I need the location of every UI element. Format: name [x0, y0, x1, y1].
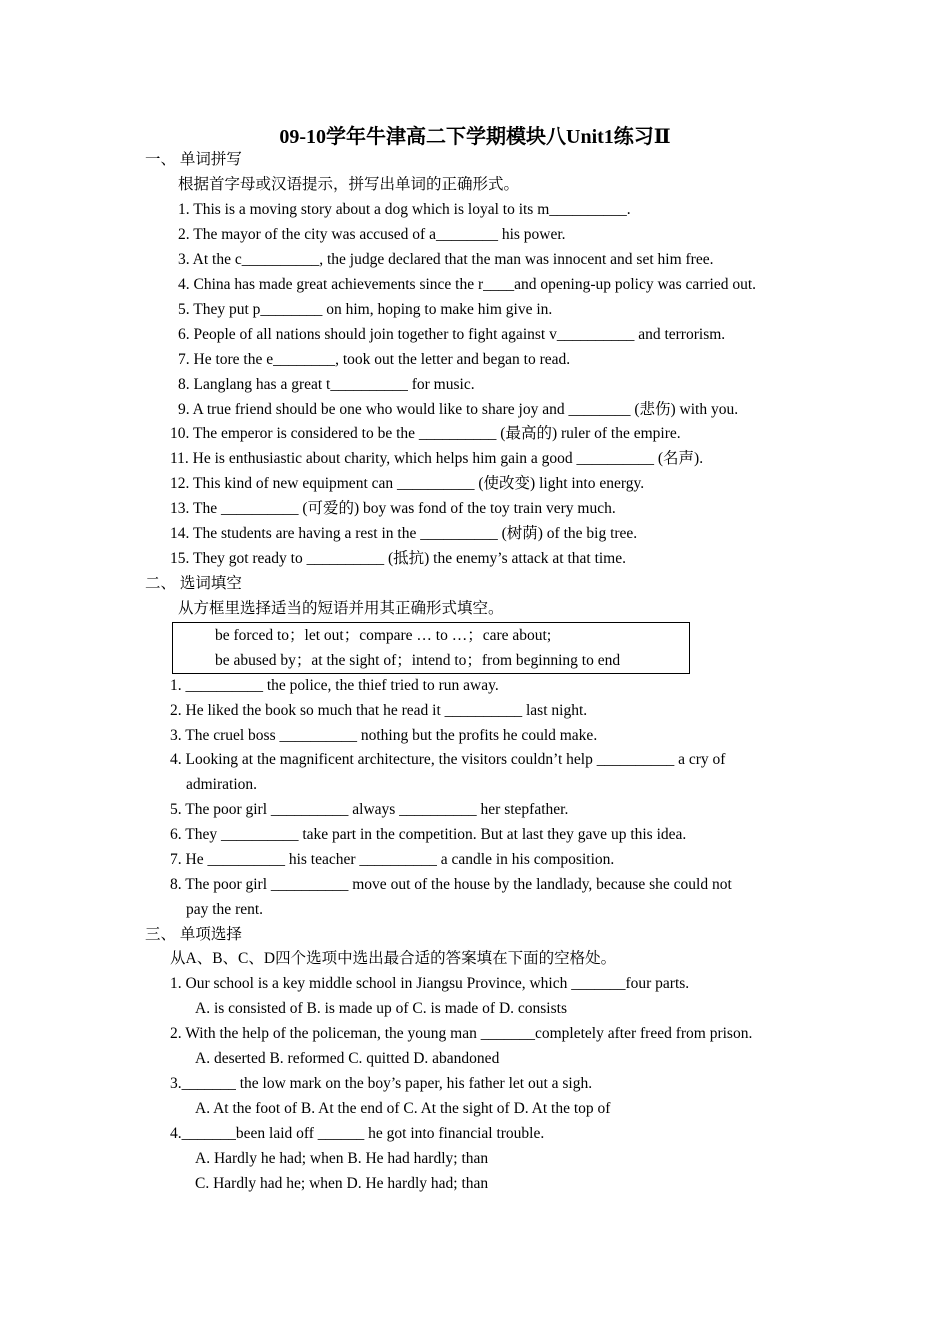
section3-question-2: 2. With the help of the policeman, the young man _______completely after freed from prison.	[170, 1025, 753, 1042]
section3-options-3: A. At the foot of B. At the end of C. At the sight of D. At the top of	[195, 1100, 611, 1117]
section1-item-4: 4. China has made great achievements since the r____and opening-up policy was carried out.	[178, 276, 757, 293]
section2-instruction: 从方框里选择适当的短语并用其正确形式填空。	[178, 600, 504, 617]
section3-question-1: 1. Our school is a key middle school in Jiangsu Province, which _______four parts.	[170, 975, 690, 992]
section1-item-14: 14. The students are having a rest in the __________ (树荫) of the big tree.	[170, 525, 638, 542]
section2-item-8-cont: pay the rent.	[186, 901, 264, 918]
section2-item-5: 5. The poor girl __________ always __________ her stepfather.	[170, 801, 569, 818]
section3-question-3: 3._______ the low mark on the boy’s paper, his father let out a sigh.	[170, 1075, 593, 1092]
section3-options-2: A. deserted B. reformed C. quitted D. abandoned	[195, 1050, 500, 1067]
section1-item-3: 3. At the c__________, the judge declared that the man was innocent and set him free.	[178, 251, 714, 268]
section3-options-1: A. is consisted of B. is made up of C. is made of D. consists	[195, 1000, 567, 1017]
section1-item-11: 11. He is enthusiastic about charity, which helps him gain a good __________ (名声).	[170, 450, 704, 467]
section2-item-4: 4. Looking at the magnificent architecture, the visitors couldn’t help __________ a cry of	[170, 751, 726, 768]
section1-item-8: 8. Langlang has a great t__________ for music.	[178, 376, 475, 393]
section1-item-7: 7. He tore the e________, took out the letter and began to read.	[178, 351, 571, 368]
section2-item-2: 2. He liked the book so much that he read it __________ last night.	[170, 702, 588, 719]
section1-item-2: 2. The mayor of the city was accused of a________ his power.	[178, 226, 566, 243]
section1-item-15: 15. They got ready to __________ (抵抗) the enemy’s attack at that time.	[170, 550, 626, 567]
section3-question-4: 4._______been laid off ______ he got into financial trouble.	[170, 1125, 545, 1142]
section2-heading: 二、 选词填空	[145, 575, 242, 592]
document-title: 09-10学年牛津高二下学期模块八Unit1练习Ⅱ	[279, 126, 671, 148]
phrase-box	[172, 622, 690, 674]
section1-item-6: 6. People of all nations should join together to fight against v__________ and terrorism.	[178, 326, 726, 343]
section2-item-4-cont: admiration.	[186, 776, 258, 793]
section3-heading: 三、 单项选择	[145, 926, 242, 943]
phrase-box-line-1: be forced to；let out；compare … to …；care about;	[215, 627, 552, 644]
section1-item-10: 10. The emperor is considered to be the __________ (最高的) ruler of the empire.	[170, 425, 681, 442]
section2-item-3: 3. The cruel boss __________ nothing but the profits he could make.	[170, 727, 598, 744]
section2-item-7: 7. He __________ his teacher __________ a candle in his composition.	[170, 851, 615, 868]
section1-item-5: 5. They put p________ on him, hoping to make him give in.	[178, 301, 553, 318]
section3-instruction: 从A、B、C、D四个选项中选出最合适的答案填在下面的空格处。	[170, 950, 617, 967]
section3-options-4a: A. Hardly he had; when B. He had hardly; than	[195, 1150, 489, 1167]
section1-item-12: 12. This kind of new equipment can __________ (使改变) light into energy.	[170, 475, 645, 492]
section3-options-4b: C. Hardly had he; when D. He hardly had; than	[195, 1175, 489, 1192]
section1-heading: 一、 单词拼写	[145, 151, 242, 168]
section1-item-1: 1. This is a moving story about a dog which is loyal to its m__________.	[178, 201, 631, 218]
section1-item-9: 9. A true friend should be one who would like to share joy and ________ (悲伤) with you.	[178, 401, 739, 418]
section2-item-1: 1. __________ the police, the thief tried to run away.	[170, 677, 499, 694]
section2-item-6: 6. They __________ take part in the competition. But at last they gave up this idea.	[170, 826, 687, 843]
section1-item-13: 13. The __________ (可爱的) boy was fond of the toy train very much.	[170, 500, 616, 517]
section2-item-8: 8. The poor girl __________ move out of the house by the landlady, because she could not	[170, 876, 732, 893]
phrase-box-line-2: be abused by；at the sight of；intend to；from beginning to end	[215, 652, 621, 669]
section1-instruction: 根据首字母或汉语提示，拼写出单词的正确形式。	[178, 176, 520, 193]
